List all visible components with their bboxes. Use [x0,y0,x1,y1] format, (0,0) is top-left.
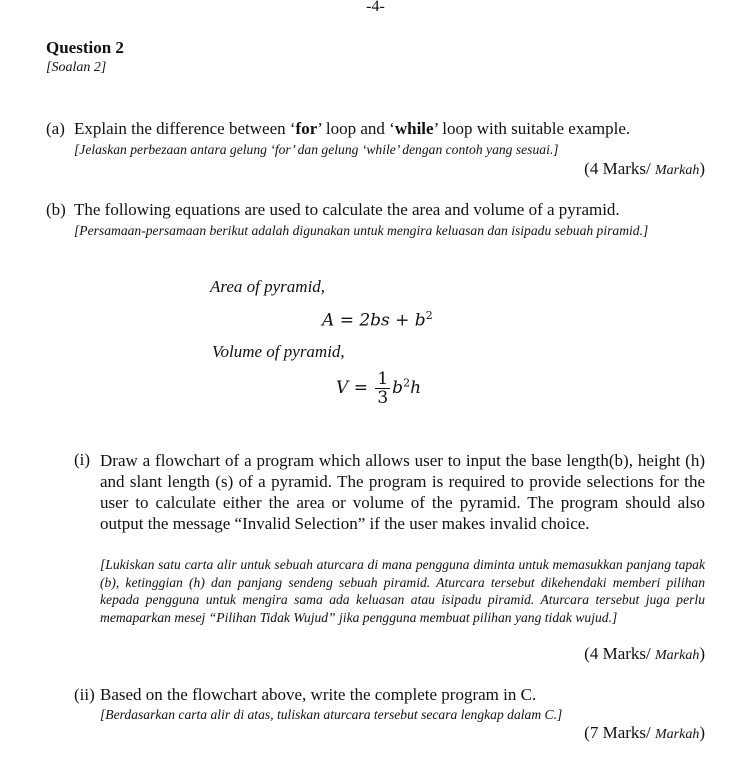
page-number: -4- [366,0,385,15]
part-b-ii-translation: [Berdasarkan carta alir di atas, tuliskan aturcara tersebut secara lengkap dalam C.] [100,707,563,722]
volume-eq-h: h [410,378,422,398]
area-eq-rhs: = 2bs + b [339,310,426,331]
part-b-i-label: (i) [74,450,91,469]
part-a-text-post: ’ loop with suitable example. [433,119,631,138]
volume-eq-equals: = [353,378,368,398]
part-b-text: The following equations are used to calculate the area and volume of a pyramid. [74,200,620,219]
marks-close: ) [699,159,705,178]
marks-label-my: Markah [655,727,700,742]
marks-label-my: Markah [655,163,700,178]
part-b-i-text: Draw a flowchart of a program which allows user to input the base length(b), height (h) and slant length (s) of a pyramid. The program is required to provide selections for the user to calculate either the area or volume of the pyramid. The program should also output the message “Invalid Selection” if the user makes invalid choice. [100,451,705,533]
area-equation [322,309,433,331]
part-b-i-marks [584,644,705,664]
marks-close: ) [699,644,705,663]
part-a-label: (a) [46,119,65,138]
volume-fraction [375,370,390,407]
part-a-translation: [Jelaskan perbezaan antara gelung ‘for’ dan gelung ‘while’ dengan contoh yang sesuai.] [74,142,559,157]
volume-eq-lhs: V [336,378,349,398]
keyword-for: for [295,119,318,138]
area-eq-exp: 2 [425,309,433,322]
volume-eq-b: b [392,378,404,398]
volume-eq-exp: 2 [403,376,411,390]
question-title: Question 2 [46,38,124,57]
fraction-denominator: 3 [377,388,389,408]
fraction-numerator: 1 [377,369,389,389]
volume-equation [336,370,421,407]
part-b-ii-label: (ii) [74,685,95,704]
question-subtitle: [Soalan 2] [46,60,107,75]
area-label: Area of pyramid, [210,277,326,296]
marks-label: (4 Marks/ [584,159,651,178]
part-b-i-translation: [Lukiskan satu carta alir untuk sebuah aturcara di mana pengguna diminta untuk memasukkan panjang tapak (b), ketinggian (h) dan panjang sendeng sebuah piramid. Aturcara tersebut dikehendaki memberi pilihan kepada pengguna untuk mengira sama ada keluasan atau isipadu piramid. Aturcara tersebut juga perlu memaparkan mesej “Pilihan Tidak Wujud” jika pengguna membuat pilihan yang tidak wujud.] [100,557,705,625]
marks-label: (7 Marks/ [584,723,651,742]
marks-close: ) [699,723,705,742]
part-b-translation: [Persamaan-persamaan berikut adalah digunakan untuk mengira keluasan dan isipadu sebuah piramid.] [74,223,649,238]
marks-label-my: Markah [655,648,700,663]
part-b-label: (b) [46,200,66,219]
keyword-while: while [394,119,434,138]
part-a-text-mid: ’ loop and ‘ [317,119,395,138]
part-b-ii-text: Based on the flowchart above, write the complete program in C. [100,685,537,704]
part-a-marks [584,159,705,179]
area-eq-lhs: A [322,310,335,331]
part-b-ii-marks [584,723,705,743]
part-a-text-pre: Explain the difference between ‘ [74,119,296,138]
marks-label: (4 Marks/ [584,644,651,663]
volume-label: Volume of pyramid, [212,342,345,361]
part-a-question [74,119,630,139]
